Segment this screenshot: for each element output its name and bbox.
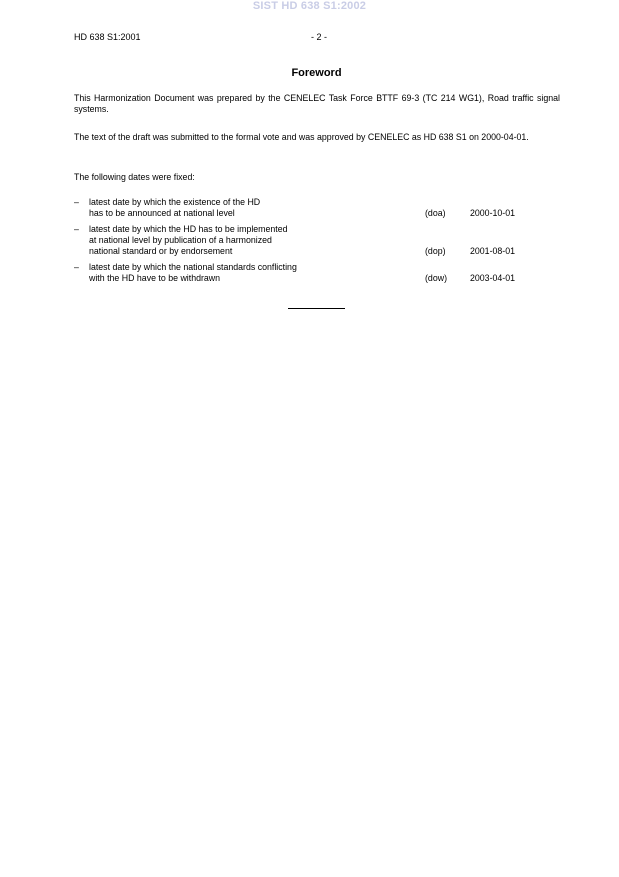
date-description-line: has to be announced at national level	[89, 208, 235, 218]
date-description-line: latest date by which the HD has to be implemented	[89, 224, 288, 234]
foreword-heading: Foreword	[291, 67, 342, 79]
date-item-dow	[74, 262, 560, 284]
dates-list	[74, 197, 560, 289]
date-value: 2003-04-01	[470, 273, 515, 283]
date-description	[89, 262, 409, 284]
paragraph-dates-intro: The following dates were fixed:	[74, 172, 195, 182]
date-item-doa	[74, 197, 560, 219]
list-dash: –	[74, 197, 79, 207]
date-description-line: national standard or by endorsement	[89, 246, 233, 256]
page-number: - 2 -	[311, 32, 328, 42]
list-dash: –	[74, 224, 79, 234]
date-description-line: with the HD have to be withdrawn	[89, 273, 221, 283]
date-value: 2000-10-01	[470, 208, 515, 218]
paragraph-prepared-by: This Harmonization Document was prepared by the CENELEC Task Force BTTF 69-3 (TC 214 WG1), Road traffic signal systems.	[74, 93, 560, 114]
date-abbreviation: (dow)	[425, 273, 447, 283]
date-description-line: latest date by which the existence of the HD	[89, 197, 261, 207]
section-end-rule	[288, 308, 345, 309]
date-description	[89, 197, 409, 219]
date-description-line: at national level by publication of a harmonized	[89, 235, 272, 245]
date-abbreviation: (doa)	[425, 208, 446, 218]
watermark: SIST HD 638 S1:2002	[252, 0, 367, 12]
date-abbreviation: (dop)	[425, 246, 446, 256]
date-value: 2001-08-01	[470, 246, 515, 256]
date-description-line: latest date by which the national standards conflicting	[89, 262, 297, 272]
date-description	[89, 224, 409, 257]
list-dash: –	[74, 262, 79, 272]
header-doc-reference: HD 638 S1:2001	[74, 32, 141, 42]
date-item-dop	[74, 224, 560, 257]
paragraph-approval: The text of the draft was submitted to the formal vote and was approved by CENELEC as HD 638 S1 on 2000-04-01.	[74, 132, 529, 142]
